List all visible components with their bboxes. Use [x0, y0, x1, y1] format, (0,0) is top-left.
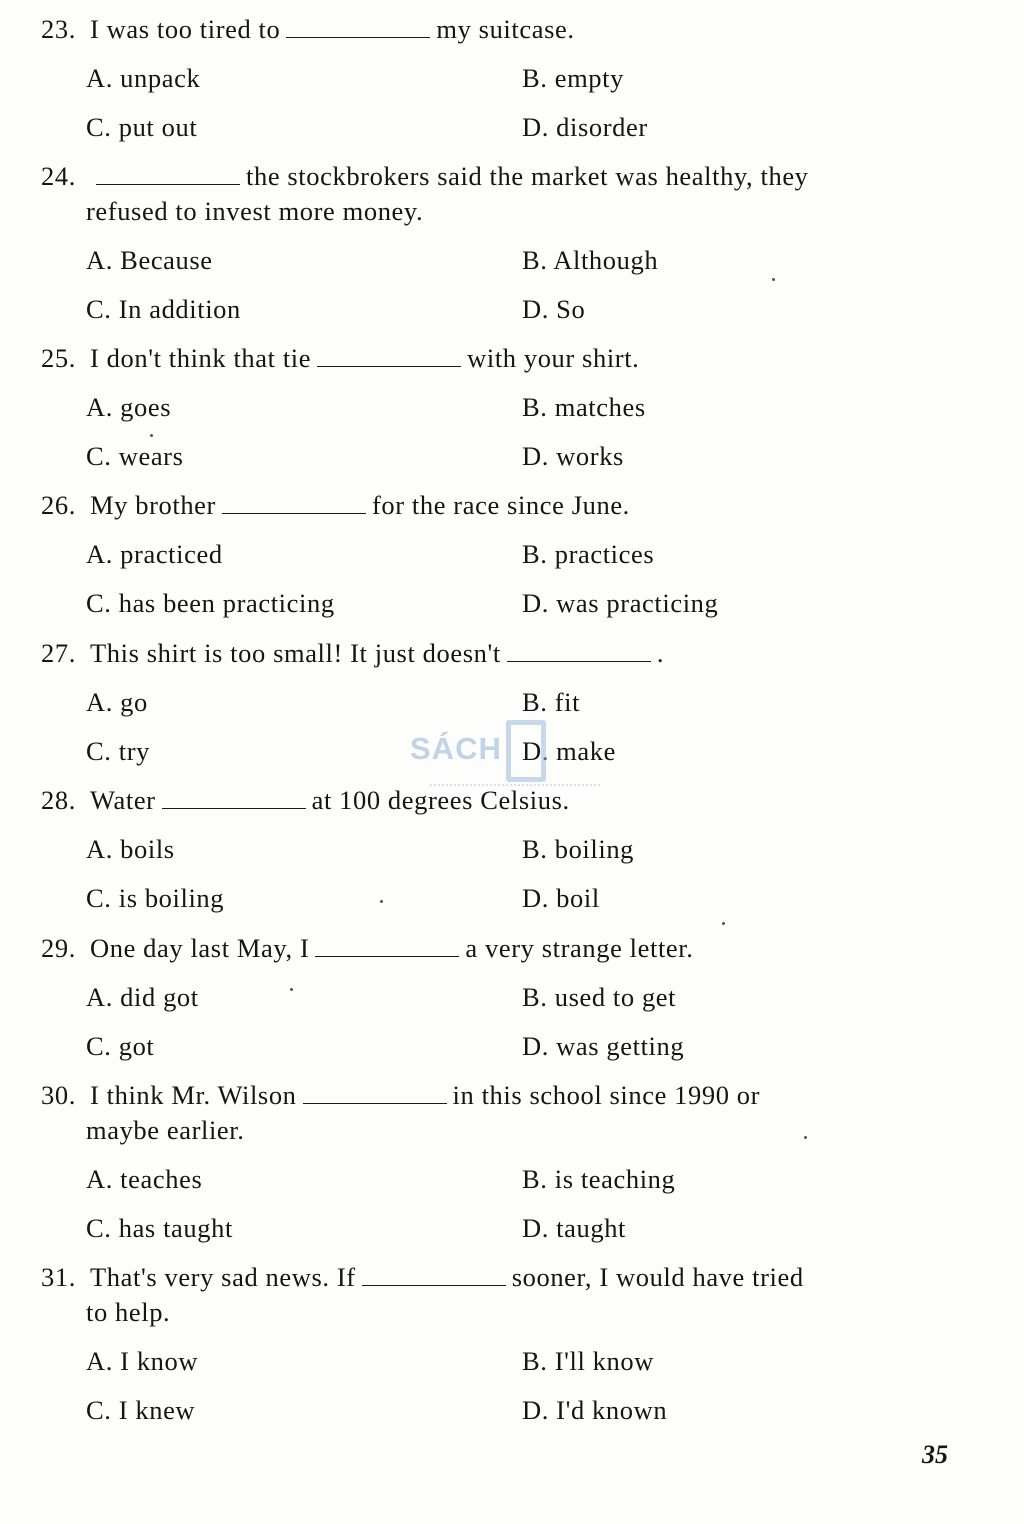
question-text-before: I was too tired to: [90, 14, 281, 44]
watermark-brand: SÁCH: [410, 731, 502, 766]
scan-speck: [380, 900, 383, 903]
option-b: B. fit: [522, 687, 581, 717]
question-continuation: maybe earlier.: [86, 1115, 245, 1145]
option-a: A. unpack: [86, 63, 201, 93]
question-text-before: Water: [90, 785, 156, 815]
option-d: D. make: [522, 736, 616, 766]
question-continuation: refused to invest more money.: [86, 196, 424, 226]
question-continuation: to help.: [86, 1297, 171, 1327]
scan-speck: [722, 922, 725, 925]
question-text-before: One day last May, I: [90, 933, 310, 963]
question-text-before: I think Mr. Wilson: [90, 1080, 297, 1110]
answer-blank: [507, 641, 651, 662]
answer-blank: [96, 164, 240, 185]
option-c: C. I knew: [86, 1395, 196, 1425]
scan-speck: [150, 434, 153, 437]
question-24: [41, 159, 981, 229]
option-c: C. has taught: [86, 1213, 233, 1243]
question-number: 26.: [41, 490, 76, 520]
question-26: [41, 488, 981, 523]
watermark-logo: [410, 712, 650, 802]
option-c: C. has been practicing: [86, 588, 335, 618]
option-a: A. boils: [86, 834, 175, 864]
question-number: 28.: [41, 785, 76, 815]
option-a: A. practiced: [86, 539, 223, 569]
option-a: A. goes: [86, 392, 172, 422]
question-number: 30.: [41, 1080, 76, 1110]
book-icon: [506, 720, 546, 782]
question-number: 23.: [41, 14, 76, 44]
option-c: C. try: [86, 736, 150, 766]
question-23: [41, 12, 981, 47]
question-text-before: That's very sad news. If: [90, 1262, 356, 1292]
option-d: D. So: [522, 294, 586, 324]
question-number: 31.: [41, 1262, 76, 1292]
question-27: [41, 636, 981, 671]
question-text-before: This shirt is too small! It just doesn't: [90, 638, 501, 668]
question-text-before: I don't think that tie: [90, 343, 312, 373]
option-b: B. matches: [522, 392, 646, 422]
question-31: [41, 1260, 981, 1330]
question-number: 27.: [41, 638, 76, 668]
question-text-after: .: [656, 638, 665, 668]
question-text-before: My brother: [90, 490, 216, 520]
option-d: D. disorder: [522, 112, 648, 142]
answer-blank: [286, 17, 430, 38]
answer-blank: [362, 1265, 506, 1286]
option-d: D. was getting: [522, 1031, 685, 1061]
answer-blank: [162, 788, 306, 809]
option-c: C. wears: [86, 441, 184, 471]
option-d: D. I'd known: [522, 1395, 668, 1425]
question-text-after: a very strange letter.: [465, 933, 694, 963]
question-29: [41, 931, 981, 966]
question-number: 24.: [41, 161, 76, 191]
question-text-after: in this school since 1990 or: [452, 1080, 761, 1110]
option-c: C. In addition: [86, 294, 241, 324]
question-30: [41, 1078, 981, 1148]
option-a: A. I know: [86, 1346, 199, 1376]
watermark-underline: [430, 784, 600, 792]
option-a: A. teaches: [86, 1164, 203, 1194]
option-b: B. is teaching: [522, 1164, 676, 1194]
option-c: C. put out: [86, 112, 198, 142]
option-b: B. I'll know: [522, 1346, 654, 1376]
scan-speck: [804, 1136, 807, 1139]
scan-speck: [772, 278, 775, 281]
question-25: [41, 341, 981, 376]
option-b: B. practices: [522, 539, 655, 569]
option-c: C. is boiling: [86, 883, 225, 913]
option-a: A. go: [86, 687, 148, 717]
question-text-after: the stockbrokers said the market was healthy, they: [246, 161, 809, 191]
question-text-after: for the race since June.: [371, 490, 630, 520]
question-text-after: sooner, I would have tried: [511, 1262, 804, 1292]
option-a: A. Because: [86, 245, 213, 275]
option-d: D. boil: [522, 883, 600, 913]
option-d: D. taught: [522, 1213, 627, 1243]
option-b: B. Although: [522, 245, 659, 275]
page-number: 35: [922, 1440, 948, 1469]
question-number: 29.: [41, 933, 76, 963]
answer-blank: [317, 346, 461, 367]
answer-blank: [315, 936, 459, 957]
question-text-after: at 100 degrees Celsius.: [311, 785, 570, 815]
scan-speck: [290, 988, 293, 991]
answer-blank: [222, 493, 366, 514]
answer-blank: [303, 1083, 447, 1104]
option-b: B. boiling: [522, 834, 635, 864]
question-number: 25.: [41, 343, 76, 373]
question-text-after: with your shirt.: [467, 343, 640, 373]
option-d: D. works: [522, 441, 624, 471]
option-d: D. was practicing: [522, 588, 719, 618]
question-text-after: my suitcase.: [436, 14, 575, 44]
option-c: C. got: [86, 1031, 155, 1061]
option-a: A. did got: [86, 982, 199, 1012]
option-b: B. empty: [522, 63, 624, 93]
option-b: B. used to get: [522, 982, 677, 1012]
